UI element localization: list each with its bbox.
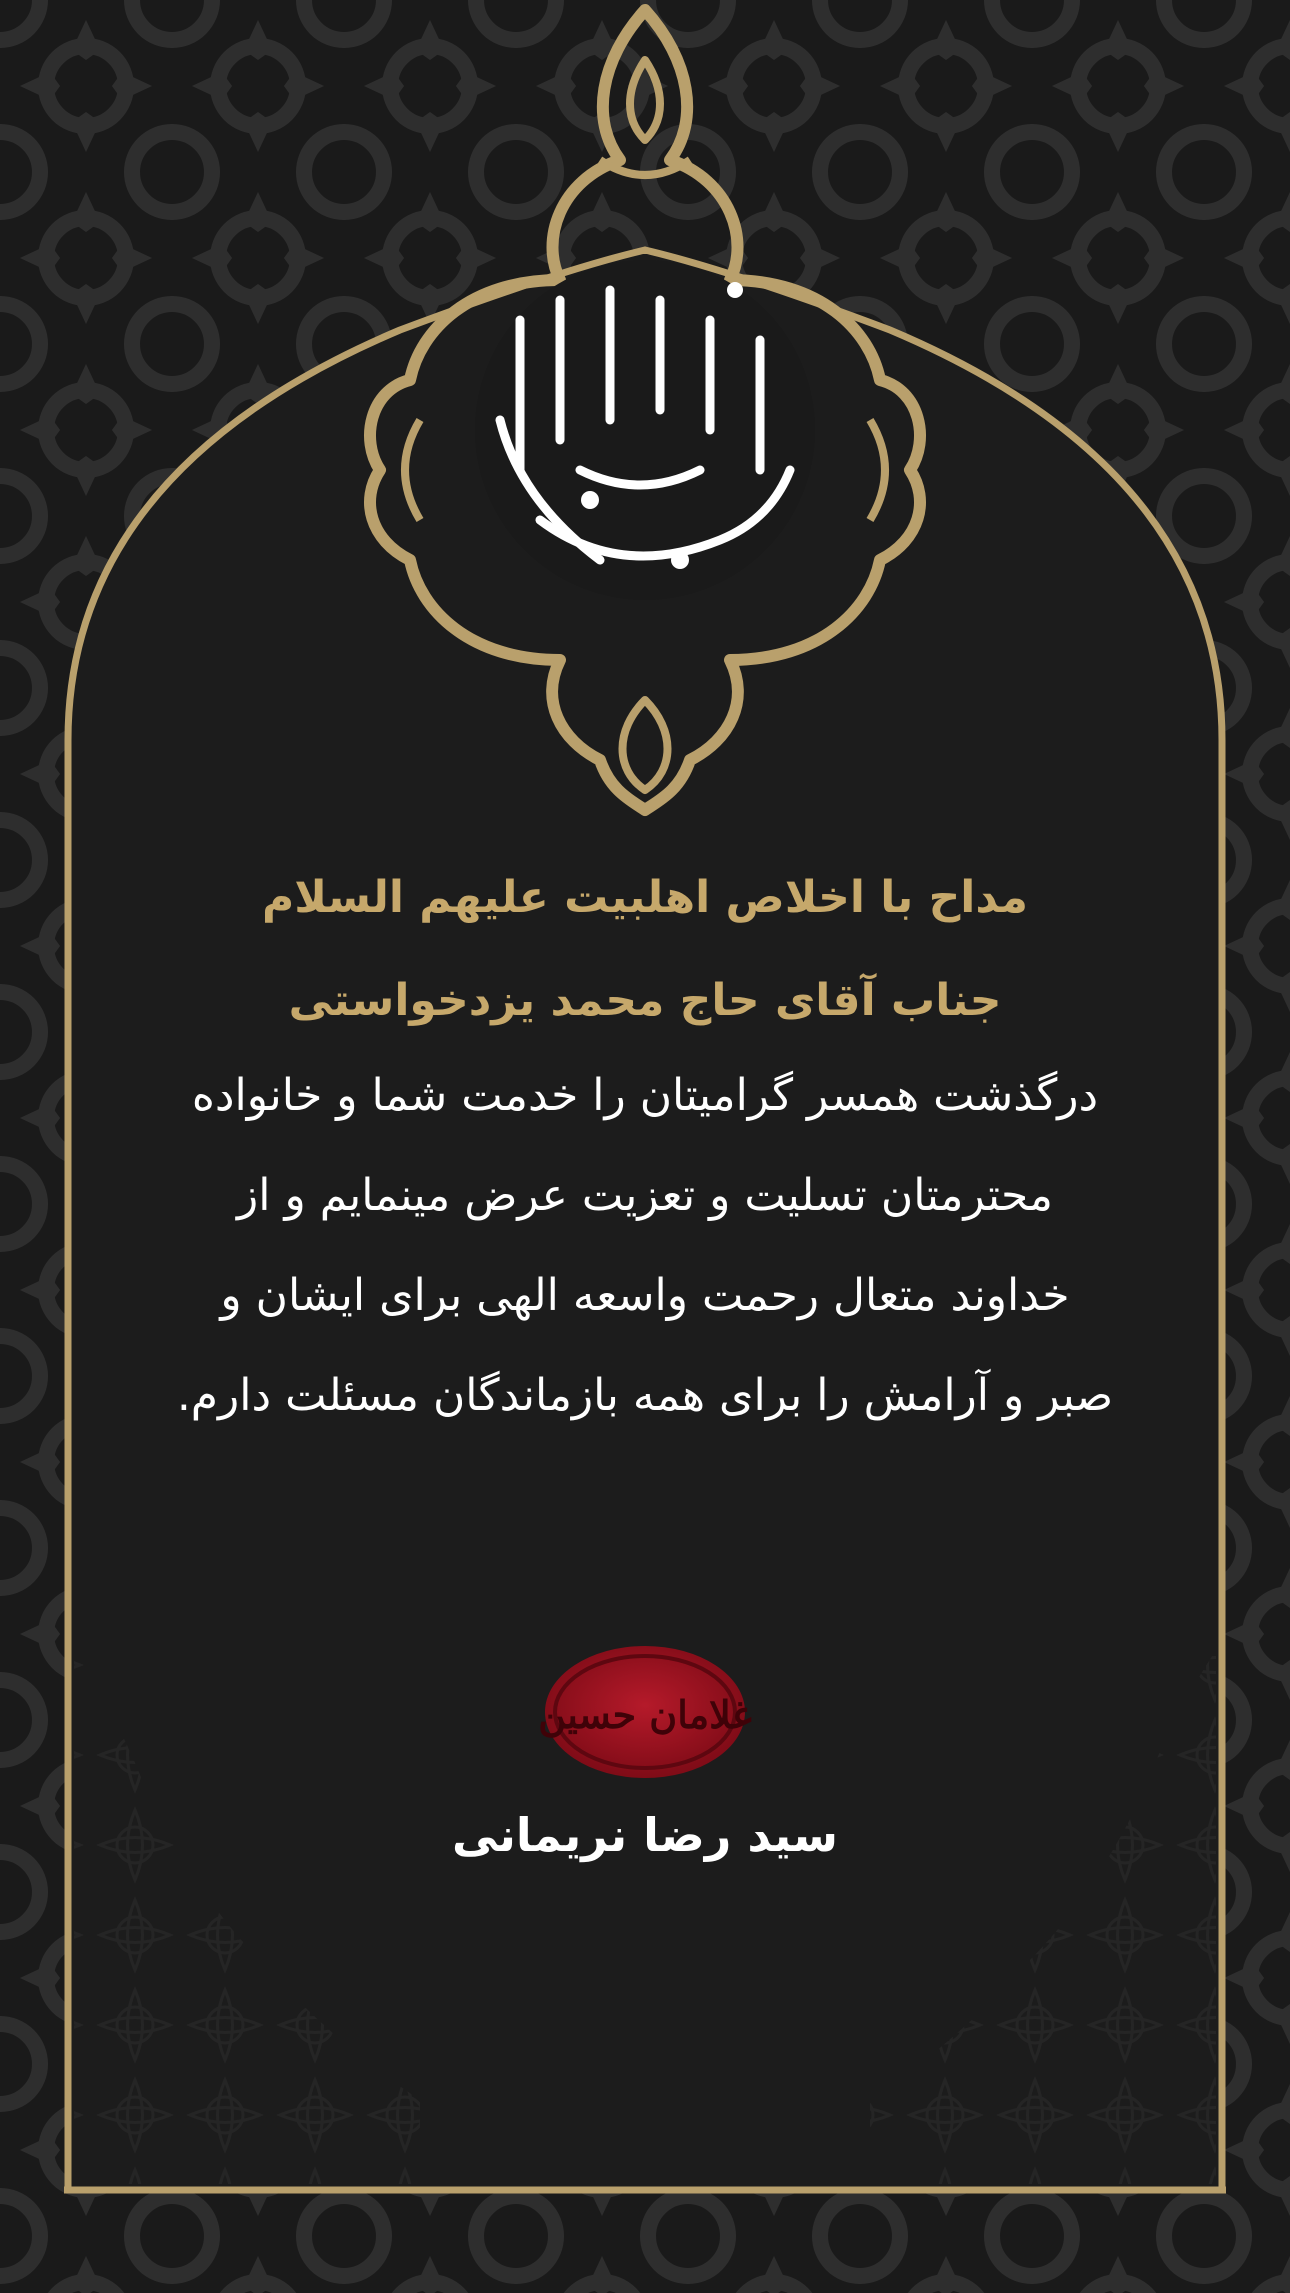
title-line-2: جناب آقای حاج محمد یزدخواستی	[288, 975, 1002, 1026]
message-line-4: صبر و آرامش را برای همه بازماندگان مسئلت دارم.	[176, 1370, 1114, 1421]
message-line-2: محترمتان تسلیت و تعزیت عرض مینمایم و از	[237, 1170, 1053, 1221]
message-line-1: درگذشت همسر گرامیتان را خدمت شما و خانواده	[191, 1070, 1099, 1121]
signature-name: سید رضا نریمانی	[452, 1808, 838, 1862]
seal-text: غلامان حسین	[538, 1692, 752, 1737]
message-line-3: خداوند متعال رحمت واسعه الهی برای ایشان و	[220, 1270, 1070, 1321]
title-line-1: مداح با اخلاص اهلبیت علیهم السلام	[261, 872, 1029, 923]
